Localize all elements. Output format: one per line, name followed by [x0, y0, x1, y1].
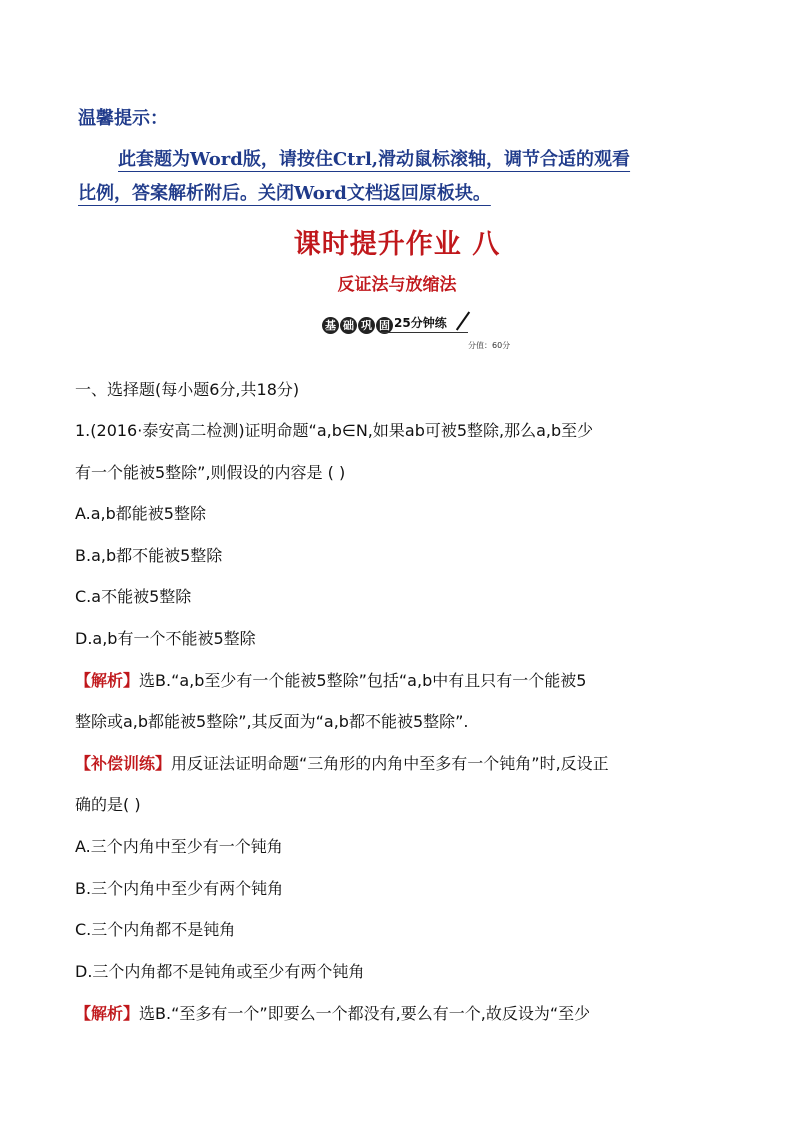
supplement-option-a: A.三个内角中至少有一个钝角 [75, 837, 283, 856]
tip-line-1: 此套题为Word版，请按住Ctrl,滑动鼠标滚轴，调节合适的观看 [118, 149, 631, 170]
analysis-text: 选B.“至多有一个”即要么一个都没有,要么有一个,故反设为“至少 [139, 1004, 591, 1023]
tip-title: 温馨提示： [78, 108, 168, 129]
supplement-option-c: C.三个内角都不是钝角 [75, 920, 236, 939]
analysis-text: 选B.“a,b至少有一个能被5整除”包括“a,b中有且只有一个能被5 [139, 671, 587, 690]
page-subtitle: 反证法与放缩法 [337, 275, 457, 295]
page-title: 课时提升作业 八 [293, 229, 501, 260]
badge-slash [456, 311, 470, 330]
q1-option-c: C.a不能被5整除 [75, 587, 192, 606]
supplement-stem-line-2: 确的是( ) [75, 795, 141, 814]
supplement-stem-line-1 [75, 751, 609, 774]
badge-char: 巩 [358, 317, 375, 334]
q1-analysis-line-1 [75, 668, 586, 691]
badge-char: 础 [340, 317, 357, 334]
section-heading: 一、选择题(每小题6分,共18分) [75, 380, 300, 399]
q1-stem-line-2: 有一个能被5整除”,则假设的内容是 ( ) [75, 463, 346, 482]
q1-analysis-line-2: 整除或a,b都能被5整除”,其反面为“a,b都不能被5整除”. [75, 712, 469, 731]
section-badge [322, 314, 522, 354]
tip-body [78, 143, 728, 211]
supplement-text: 用反证法证明命题“三角形的内角中至多有一个钝角”时,反设正 [171, 754, 609, 773]
supplement-tag: 【补偿训练】 [75, 754, 172, 773]
badge-char: 固 [376, 317, 393, 334]
badge-score: 分值：60分 [468, 341, 511, 350]
badge-time: 25分钟练 [394, 316, 447, 330]
q1-option-b: B.a,b都不能被5整除 [75, 546, 223, 565]
supplement-option-d: D.三个内角都不是钝角或至少有两个钝角 [75, 962, 365, 981]
badge-underline [380, 332, 468, 333]
q1-option-a: A.a,b都能被5整除 [75, 504, 206, 523]
q1-stem-line-1: 1.(2016·泰安高二检测)证明命题“a,b∈N,如果ab可被5整除,那么a,b至少 [75, 421, 594, 440]
badge-char: 基 [322, 317, 339, 334]
analysis-tag: 【解析】 [75, 1004, 140, 1023]
supplement-analysis-line-1 [75, 1001, 590, 1024]
analysis-tag: 【解析】 [75, 671, 140, 690]
q1-option-d: D.a,b有一个不能被5整除 [75, 629, 256, 648]
supplement-option-b: B.三个内角中至少有两个钝角 [75, 879, 284, 898]
tip-line-2: 比例，答案解析附后。关闭Word文档返回原板块。 [78, 183, 491, 204]
